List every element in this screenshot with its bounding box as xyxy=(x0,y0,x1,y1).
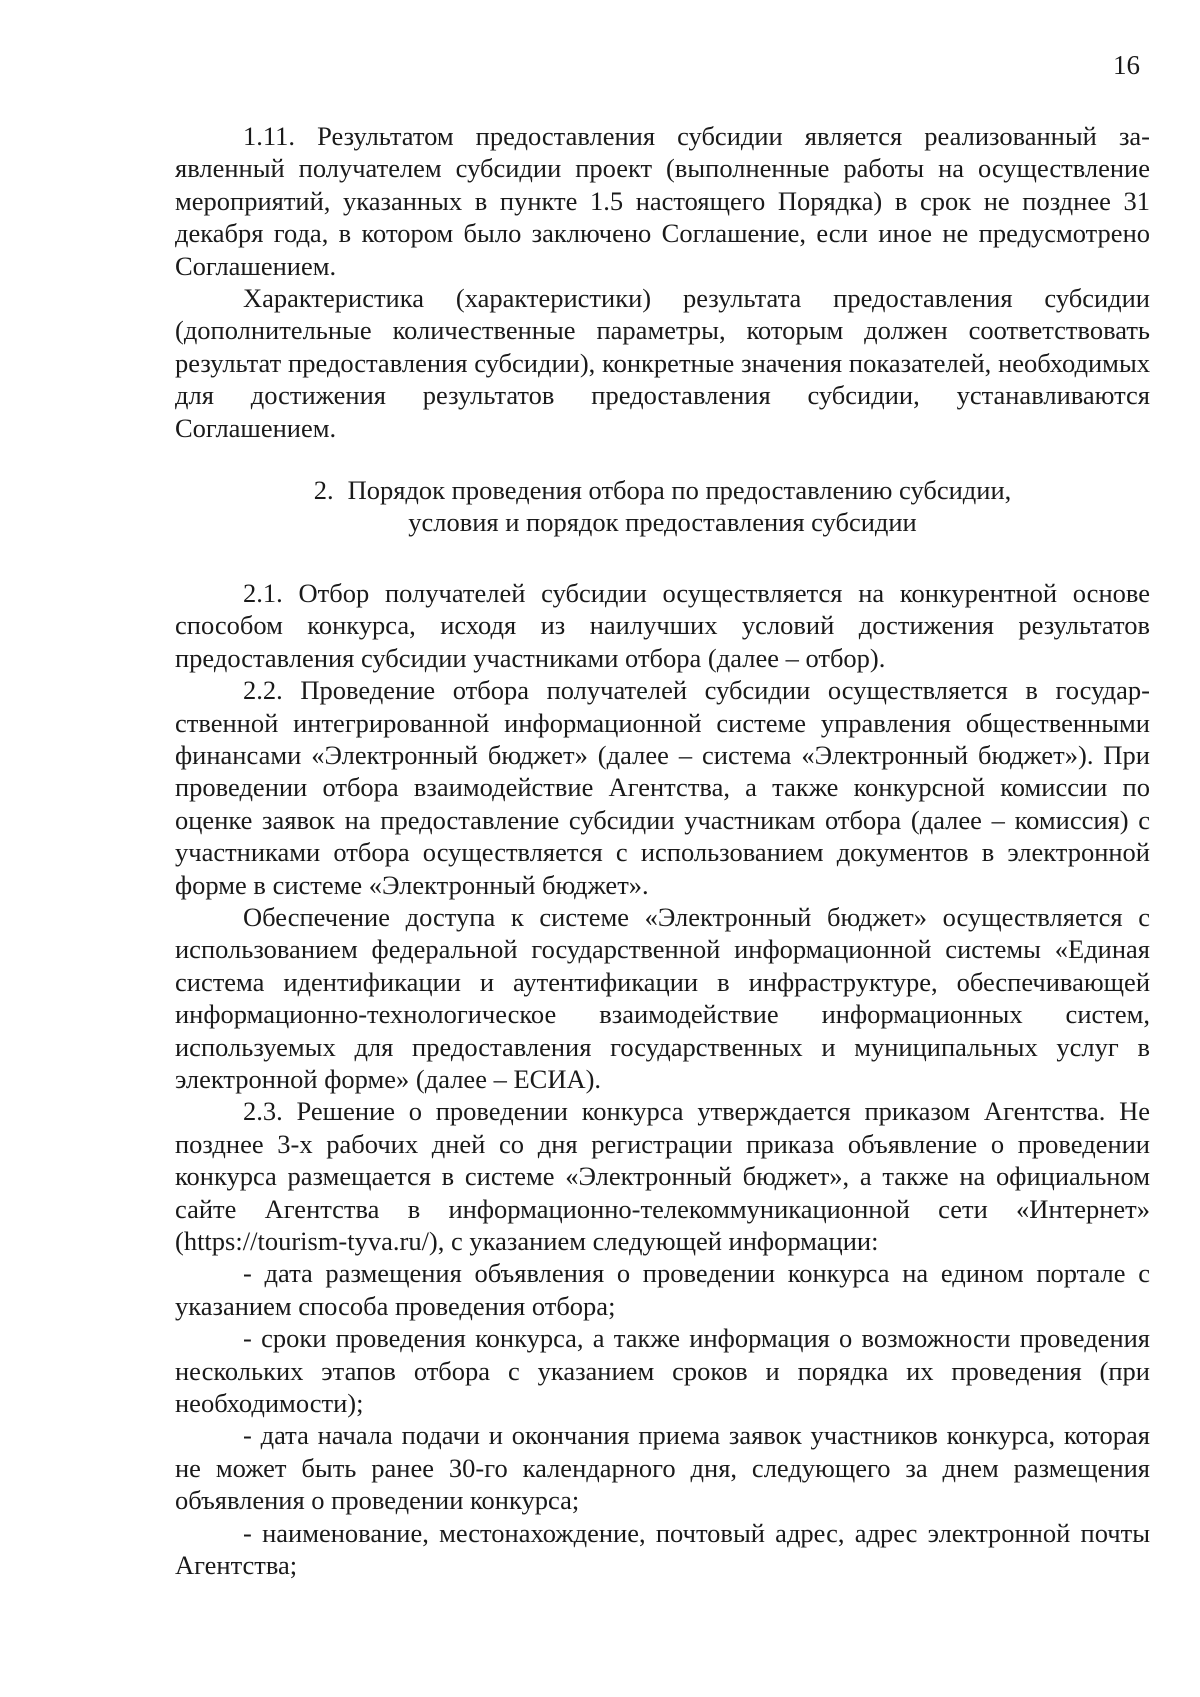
document-body xyxy=(175,120,1150,1581)
list-item-competition-terms: - сроки проведения конкурса, а также информация о возможности проведения нескольких этапов отбора с указанием сроков и порядка их проведения (при необходимости); xyxy=(175,1323,1150,1419)
paragraph-2-1: 2.1. Отбор получателей субсидии осуществляется на конкурентной основе способом конкурса, исходя из наилучших условий достижения результатов предоставления субсидии участниками отбора (далее – отбор). xyxy=(175,577,1150,673)
section-title-line-1: Порядок проведения отбора по предоставлению субсидии, xyxy=(347,475,1012,506)
section-heading xyxy=(175,474,1150,539)
list-item-agency-contacts: - наименование, местонахождение, почтовый адрес, адрес электронной почты Агентства; xyxy=(175,1517,1150,1581)
section-number: 2. xyxy=(313,475,334,506)
section-heading-line-1 xyxy=(175,474,1150,506)
paragraph-esia-access: Обеспечение доступа к системе «Электронный бюджет» осуществляется с использованием федеральной государственной информационной системы «Единая система идентификации и аутентификации в инфраструктуре, обеспечивающей информационно-технологическое взаимодействие информационных систем, используемых для предоставления государственных и муниципальных услуг в электронной форме» (далее – ЕСИА). xyxy=(175,901,1150,1094)
list-item-publication-date: - дата размещения объявления о проведении конкурса на едином портале с указанием способа проведения отбора; xyxy=(175,1258,1150,1321)
section-title-line-2: условия и порядок предоставления субсидии xyxy=(408,507,917,538)
paragraph-2-2: 2.2. Проведение отбора получателей субсидии осуществляется в государственной интегрированной информационной системе управления общественными финансами «Электронный бюджет» (далее – система «Электронный бюджет»). При проведении отбора взаимодействие Агентства, а также конкурсной комиссии по оценке заявок на предоставление субсидии участникам отбора (далее – комиссия) с участниками отбора осуществляется с использованием документов в электронной форме в системе «Электронный бюджет». xyxy=(175,675,1150,900)
list-item-application-dates: - дата начала подачи и окончания приема заявок участников конкурса, которая не может быть ранее 30-го календарного дня, следующего за днем размещения объявления о проведении конкурса; xyxy=(175,1420,1150,1516)
paragraph-2-3: 2.3. Решение о проведении конкурса утверждается приказом Агентства. Не позднее 3-х рабочих дней со дня регистрации приказа объявление о проведении конкурса размещается в системе «Электронный бюджет», а также на официальном сайте Агентства в информационно-телекоммуникационной сети «Интернет» (https://tourism-tyva.ru/), с указанием следующей информации: xyxy=(175,1096,1150,1256)
paragraph-result-characteristics: Характеристика (характеристики) результата предоставления субсидии (дополнительные количественные параметры, которым должен соответствовать результат предоставления субсидии), конкретные значения показателей, необходимых для достижения результатов предоставления субсидии, устанавливаются Соглашением. xyxy=(175,283,1150,443)
paragraph-1-11: 1.11. Результатом предоставления субсидии является реализованный заявленный получателем субсидии проект (выполненные работы на осуществление мероприятий, указанных в пункте 1.5 настоящего Порядка) в срок не позднее 31 декабря года, в котором было заключено Соглашение, если иное не предусмотрено Соглашением. xyxy=(175,121,1150,281)
page-number: 16 xyxy=(1113,50,1140,80)
